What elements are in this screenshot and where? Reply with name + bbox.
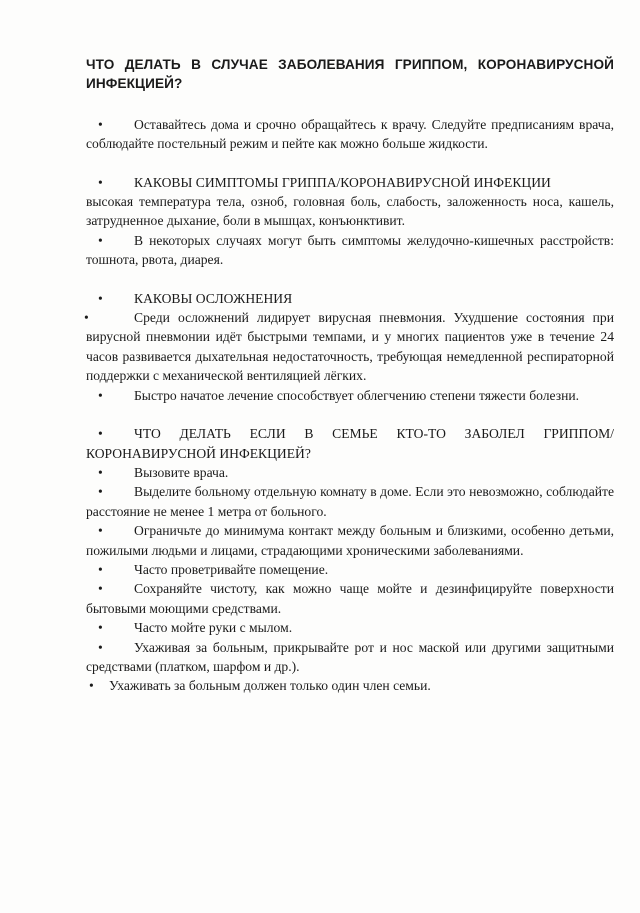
section4-item-text: Выделите больному отдельную комнату в доме. Если это невозможно, соблюдайте расстояние не менее 1 метра от больного.	[86, 484, 614, 519]
bullet-icon: •	[98, 484, 103, 500]
section2-text: высокая температура тела, озноб, головная боль, слабость, заложенность носа, кашель, затрудненное дыхание, боли в мышцах, конъюнктивит.	[86, 194, 614, 229]
bullet-icon: •	[98, 561, 103, 577]
section2-item	[86, 231, 614, 270]
section2-heading	[86, 173, 614, 192]
section4-item	[86, 482, 614, 521]
section4-item-text: Часто мойте руки с мылом.	[134, 620, 293, 636]
document-title: ЧТО ДЕЛАТЬ В СЛУЧАЕ ЗАБОЛЕВАНИЯ ГРИППОМ, КОРОНАВИРУСНОЙ ИНФЕКЦИЕЙ?	[86, 57, 614, 92]
section4-item-text: Часто проветривайте помещение.	[134, 561, 329, 577]
section2-heading-text: КАКОВЫ СИМПТОМЫ ГРИППА/КОРОНАВИРУСНОЙ ИНФЕКЦИИ	[134, 174, 551, 190]
bullet-icon: •	[98, 523, 103, 539]
bullet-icon: •	[89, 678, 94, 694]
section3-item-1-text: Среди осложнений лидирует вирусная пневмония. Ухудшение состояния при вирусной пневмонии идёт быстрыми темпами, и у многих пациентов уже в течение 24 часов развивается дыхательная недостаточность, требующая немедленной респираторной поддержки с механической вентиляцией лёгких.	[86, 310, 614, 384]
section4-item	[86, 463, 614, 482]
section3-heading-text: КАКОВЫ ОСЛОЖНЕНИЯ	[134, 290, 293, 306]
bullet-icon: •	[98, 232, 103, 248]
bullet-icon: •	[98, 387, 103, 403]
bullet-icon: •	[98, 116, 103, 132]
bullet-icon: •	[98, 426, 103, 442]
section3-item-2-text: Быстро начатое лечение способствует облегчению степени тяжести болезни.	[134, 387, 580, 403]
section4-item	[86, 560, 614, 579]
bullet-icon: •	[98, 620, 103, 636]
bullet-icon: •	[98, 174, 103, 190]
section4-heading	[86, 424, 614, 463]
section4-item-text: Ограничьте до минимума контакт между больным и близкими, особенно детьми, пожилыми людьми и лицами, страдающими хроническими заболеваниями.	[86, 523, 614, 558]
section4-item	[89, 676, 614, 695]
section4-item-text: Ухаживая за больным, прикрывайте рот и нос маской или другими защитными средствами (платком, шарфом и др.).	[86, 639, 614, 674]
section2-item-text: В некоторых случаях могут быть симптомы желудочно-кишечных расстройств: тошнота, рвота, диарея.	[86, 232, 614, 268]
section4-item-text: Ухаживать за больным должен только один член семьи.	[109, 678, 431, 694]
section4-item-text: Вызовите врача.	[134, 464, 229, 480]
section1-item-text: Оставайтесь дома и срочно обращайтесь к врачу. Следуйте предписаниям врача, соблюдайте постельный режим и пейте как можно больше жидкости.	[86, 116, 614, 152]
bullet-icon: •	[98, 464, 103, 480]
section4-item	[86, 579, 614, 618]
section4-heading-text: ЧТО ДЕЛАТЬ ЕСЛИ В СЕМЬЕ КТО-ТО ЗАБОЛЕЛ ГРИППОМ/ КОРОНАВИРУСНОЙ ИНФЕКЦИЕЙ?	[86, 426, 614, 461]
section3-heading	[86, 289, 614, 308]
section4-item-text: Сохраняйте чистоту, как можно чаще мойте и дезинфицируйте поверхности бытовыми моющими средствами.	[86, 581, 614, 616]
document-content	[86, 55, 614, 696]
section3-item-1	[86, 308, 614, 386]
section4-item	[86, 618, 614, 637]
bullet-icon: •	[84, 310, 89, 326]
bullet-icon: •	[98, 290, 103, 306]
section1-item	[86, 115, 614, 154]
section4-item	[86, 521, 614, 560]
bullet-icon: •	[98, 639, 103, 655]
section3-item-2	[86, 386, 614, 405]
bullet-icon: •	[98, 581, 103, 597]
section4-item	[86, 638, 614, 677]
